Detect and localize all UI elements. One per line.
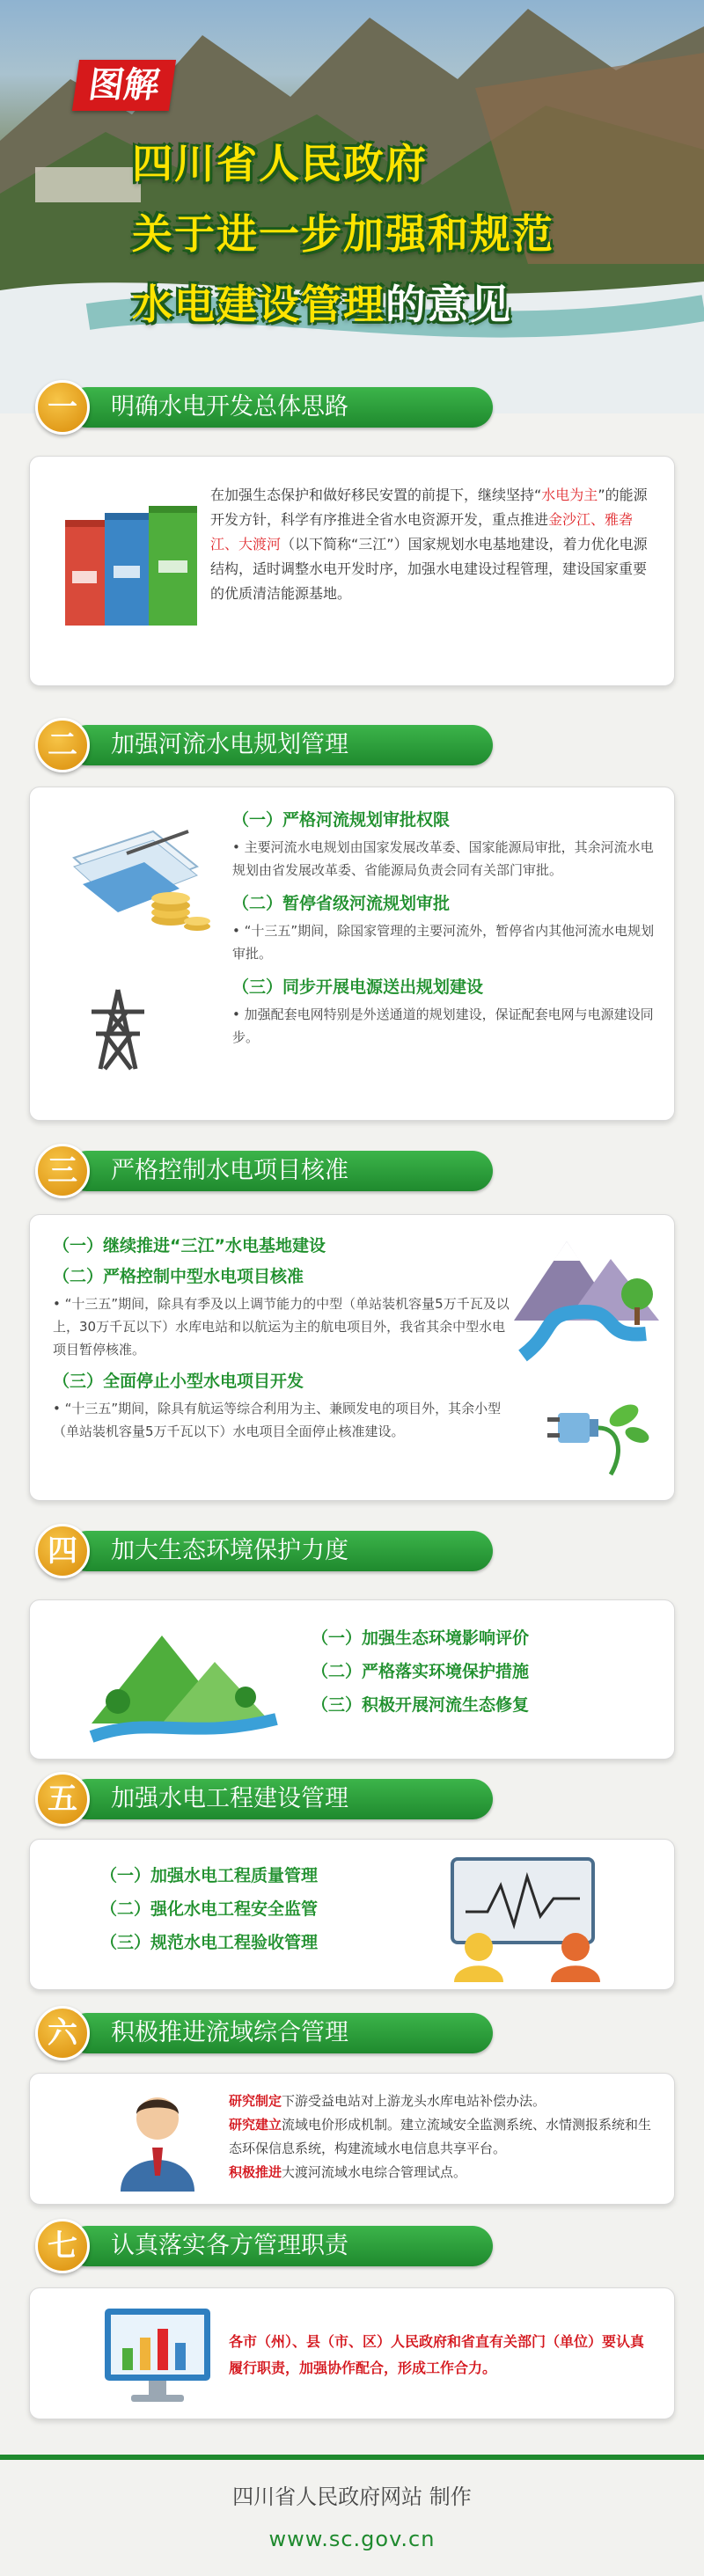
monitor-chart-icon (100, 2304, 215, 2408)
section-number: 二 (35, 718, 90, 772)
mountain-river-icon (505, 1224, 668, 1365)
item-heading: （一）继续推进“三江”水电基地建设 (53, 1236, 326, 1255)
power-tower-icon (78, 985, 158, 1073)
section-6-header (35, 2006, 493, 2060)
list-item: （二）强化水电工程安全监管 (100, 1899, 319, 1919)
section-title: 加强水电工程建设管理 (67, 1779, 493, 1819)
section-number: 五 (35, 1772, 90, 1826)
list-item: （一）加强生态环境影响评价 (312, 1628, 530, 1648)
item-heading: （三）全面停止小型水电项目开发 (53, 1372, 304, 1391)
plug-leaf-icon (540, 1382, 655, 1488)
section-title: 加大生态环境保护力度 (67, 1531, 493, 1571)
section-number: 六 (35, 2006, 90, 2060)
section-1-header (35, 380, 493, 435)
tujie-badge: 图解 (72, 60, 176, 111)
documents-coins-icon (56, 814, 215, 946)
section-title: 积极推进流域综合管理 (67, 2013, 493, 2053)
footer-url[interactable]: www.sc.gov.cn (268, 2527, 436, 2551)
item-text: • 主要河流水电规划由国家发展改革委、国家能源局审批，其余河流水电规划由省发展改革委、省能源局负责会同有关部门审批。 (232, 839, 654, 878)
section-7-text: 各市（州）、县（市、区）人民政府和省直有关部门（单位）要认真履行职责，加强协作配合，形成工作合力。 (229, 2333, 645, 2376)
item-text: • “十三五”期间，除具有航运等综合利用为主、兼顾发电的项目外，其余小型（单站装机容量5万千瓦以下）水电项目全面停止核准建设。 (53, 1401, 502, 1439)
section-1-text: 在加强生态保护和做好移民安置的前提下，继续坚持“水电为主”的能源开发方针，科学有序推进全省水电资源开发，重点推进金沙江、雅砻江、大渡河（以下简称“三江”）国家规划水电基地建设，着力优化电源结构，适时调整水电开发时序，加强水电建设过程管理，建设国家重要的优质清洁能源基地。 (210, 487, 648, 602)
section-title: 加强河流水电规划管理 (67, 725, 493, 765)
header-banner (0, 0, 704, 413)
list-item: （三）积极开展河流生态修复 (312, 1695, 530, 1715)
section-6-card (29, 2073, 675, 2205)
section-2-card (29, 787, 675, 1121)
section-4-header (35, 1524, 493, 1578)
section-title: 明确水电开发总体思路 (67, 387, 493, 428)
item-text: • “十三五”期间，除国家管理的主要河流外，暂停省内其他河流水电规划审批。 (232, 923, 655, 962)
section-5-card (29, 1839, 675, 1990)
section-5-list (100, 1859, 318, 1959)
section-7-card (29, 2287, 675, 2419)
title-line-2: 关于进一步加强和规范 (132, 210, 554, 258)
binders-icon (55, 492, 213, 641)
list-item: （三）规范水电工程验收管理 (100, 1933, 319, 1952)
footer-divider (0, 2455, 704, 2460)
list-item: （二）严格落实环境保护措施 (312, 1662, 530, 1681)
section-2-content (232, 807, 664, 1049)
title-line-1: 四川省人民政府 (132, 140, 428, 187)
item-text: • 加强配套电网特别是外送通道的规划建设，保证配套电网与电源建设同步。 (232, 1006, 654, 1045)
section-3-header (35, 1144, 493, 1198)
section-4-card (29, 1599, 675, 1760)
section-1-card (29, 456, 675, 686)
section-3-content (53, 1233, 510, 1443)
businessman-icon (114, 2088, 202, 2193)
section-5-header (35, 1772, 493, 1826)
section-number: 一 (35, 380, 90, 435)
section-7-header (35, 2219, 493, 2273)
section-6-text: 研究制定下游受益电站对上游龙头水库电站补偿办法。 研究建立流域电价形成机制。建立流域安全监测系统、水情测报系统和生态环保信息系统，构建流域水电信息共享平台。 积极推进大渡河流域水电综合管理试点。 (229, 2093, 652, 2180)
section-number: 七 (35, 2219, 90, 2273)
section-2-header (35, 718, 493, 772)
footer-org: 四川省人民政府网站 制作 (232, 2485, 472, 2509)
item-heading: （二）暂停省级河流规划审批 (232, 894, 451, 913)
section-3-card (29, 1214, 675, 1501)
item-heading: （二）严格控制中型水电项目核准 (53, 1267, 304, 1286)
item-heading: （三）同步开展电源送出规划建设 (232, 977, 484, 997)
title-line-3: 水电建设管理的意见 (132, 281, 512, 328)
list-item: （一）加强水电工程质量管理 (100, 1866, 319, 1885)
section-number: 三 (35, 1144, 90, 1198)
green-mountain-icon (83, 1618, 285, 1745)
item-heading: （一）严格河流规划审批权限 (232, 810, 451, 830)
item-text: • “十三五”期间，除具有季及以上调节能力的中型（单站装机容量5万千瓦及以上，30万千瓦以下）水库电站和以航运为主的航电项目外，我省其余中型水电项目暂停核准。 (53, 1296, 510, 1358)
monitor-people-icon (426, 1850, 628, 1982)
section-title: 认真落实各方管理职责 (67, 2226, 493, 2266)
section-4-list (312, 1621, 529, 1722)
section-title: 严格控制水电项目核准 (67, 1151, 493, 1191)
section-number: 四 (35, 1524, 90, 1578)
